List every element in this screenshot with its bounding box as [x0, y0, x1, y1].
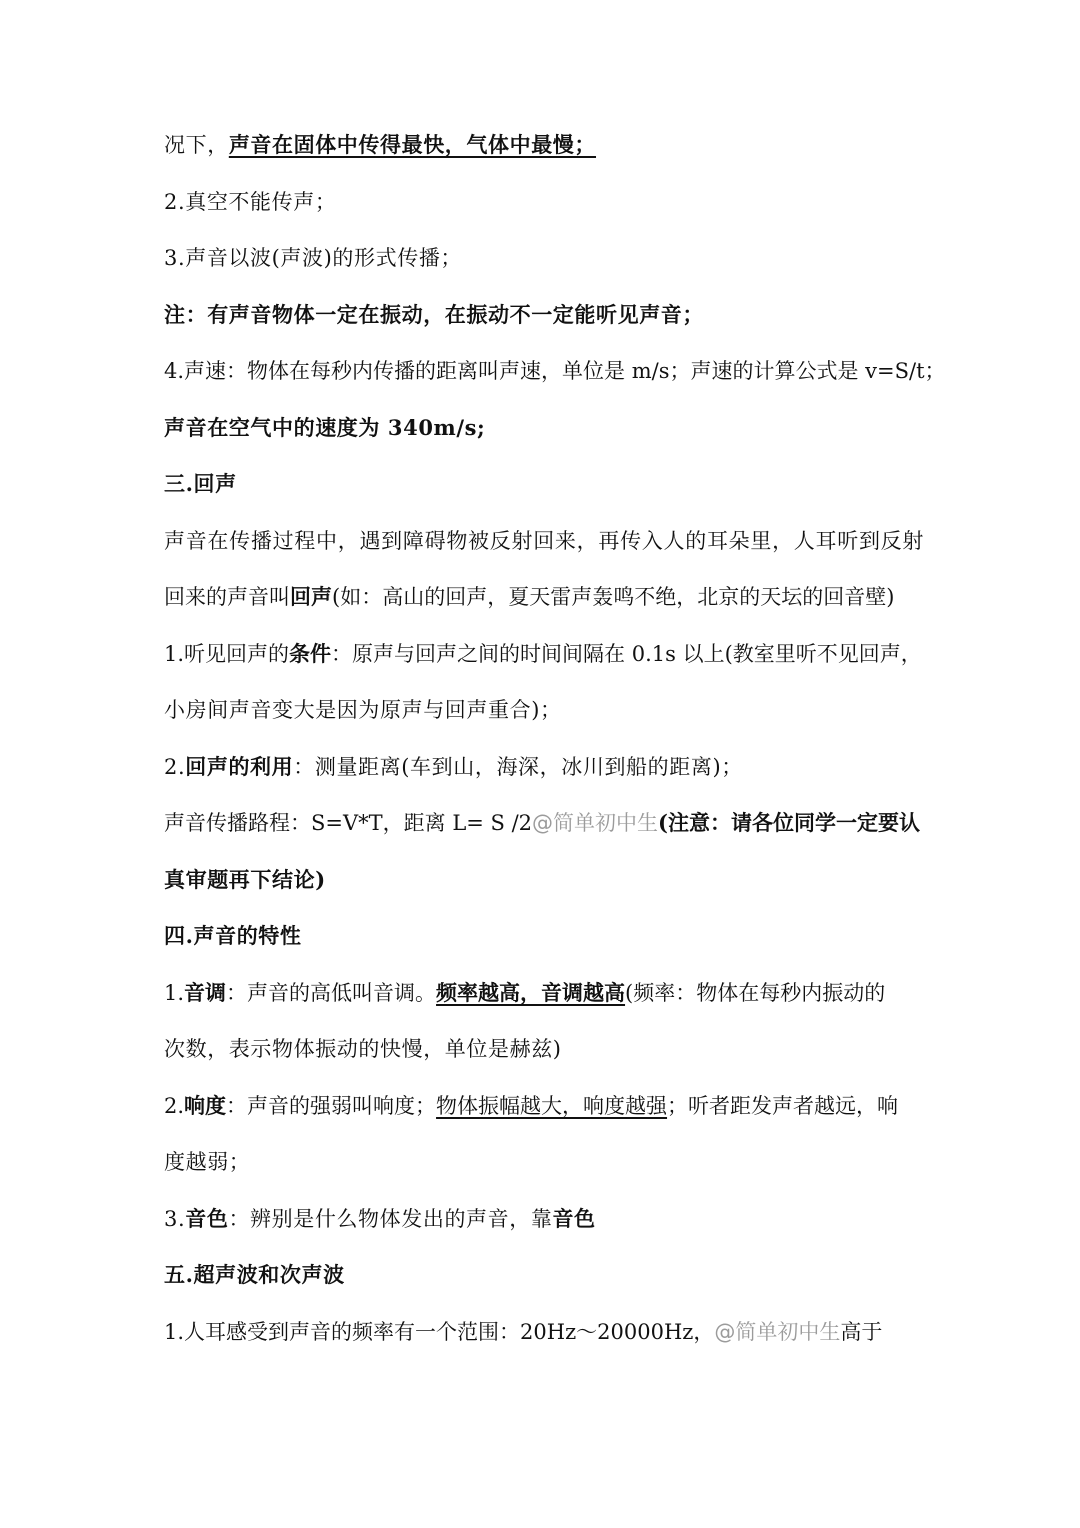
text-line [164, 752, 924, 782]
note-line: 注：有声音物体一定在振动，在振动不一定能听见声音； [164, 302, 704, 327]
term-text: 回声 [290, 584, 332, 609]
text-span: (频率：物体在每秒内振动的 [625, 981, 886, 1005]
text-line: 2.真空不能传声； [164, 190, 337, 214]
text-line [164, 130, 924, 160]
term-text: 音色 [552, 1206, 596, 1231]
text-span: 况下， [164, 133, 229, 157]
note-text: (注意：请各位同学一定要认 [658, 810, 920, 835]
text-line: 次数，表示物体振动的快慢，单位是赫兹) [164, 1037, 562, 1061]
text-line [164, 582, 924, 612]
text-span: ：原声与回声之间的时间间隔在 0.1s 以上(教室里听不见回声， [331, 642, 922, 666]
text-span: 回来的声音叫 [164, 585, 290, 609]
text-span: 1. [164, 981, 185, 1005]
text-span: 声音传播路程：S=V*T，距离 L= S /2 [164, 811, 533, 835]
emphasis-text: 频率越高，音调越高 [436, 980, 626, 1005]
text-line [164, 1317, 924, 1347]
emphasis-line: 声音在空气中的速度为 340m/s; [164, 415, 486, 440]
text-span: ：声音的强弱叫响度； [226, 1094, 437, 1118]
text-line: 4.声速：物体在每秒内传播的距离叫声速，单位是 m/s；声速的计算公式是 v=S/t； [164, 359, 946, 383]
term-text: 音调 [184, 980, 227, 1005]
text-span: 3. [164, 1207, 186, 1231]
text-line [164, 978, 924, 1008]
text-line [164, 808, 924, 838]
text-line: 小房间声音变大是因为原声与回声重合)； [164, 698, 562, 722]
text-span: ；听者距发声者越远，响 [667, 1094, 899, 1118]
term-text: 响度 [184, 1093, 227, 1118]
section-heading: 四.声音的特性 [164, 923, 302, 948]
text-span: (如：高山的回声，夏天雷声轰鸣不绝，北京的天坛的回音壁) [332, 585, 895, 609]
text-span: 1.听见回声的 [164, 642, 290, 666]
underlined-text: 物体振幅越大，响度越强 [436, 1094, 668, 1118]
text-line: 声音在传播过程中，遇到障碍物被反射回来，再传入人的耳朵里，人耳听到反射 [164, 529, 924, 553]
term-text: 回声的利用 [185, 754, 294, 779]
term-text: 条件 [289, 641, 332, 666]
section-heading: 三.回声 [164, 471, 237, 496]
text-line: 度越弱； [164, 1150, 251, 1174]
text-line [164, 1091, 924, 1121]
text-span: ：声音的高低叫音调。 [226, 981, 437, 1005]
text-span: 2. [164, 755, 186, 779]
text-line [164, 639, 924, 669]
text-span: 1.人耳感受到声音的频率有一个范围：20Hz～20000Hz， [164, 1320, 715, 1344]
text-span: ：辨别是什么物体发出的声音，靠 [228, 1207, 553, 1231]
text-span: 2. [164, 1094, 185, 1118]
text-span: 高于 [840, 1320, 883, 1344]
text-line [164, 1204, 924, 1234]
note-line: 真审题再下结论) [164, 867, 326, 892]
text-line: 3.声音以波(声波)的形式传播； [164, 246, 463, 270]
watermark-text: @简单初中生 [532, 811, 659, 835]
emphasis-text: 声音在固体中传得最快，气体中最慢； [228, 132, 597, 157]
watermark-text: @简单初中生 [714, 1320, 841, 1344]
term-text: 音色 [185, 1206, 229, 1231]
section-heading: 五.超声波和次声波 [164, 1262, 345, 1287]
text-span: ：测量距离(车到山，海深，冰川到船的距离)； [293, 755, 743, 779]
